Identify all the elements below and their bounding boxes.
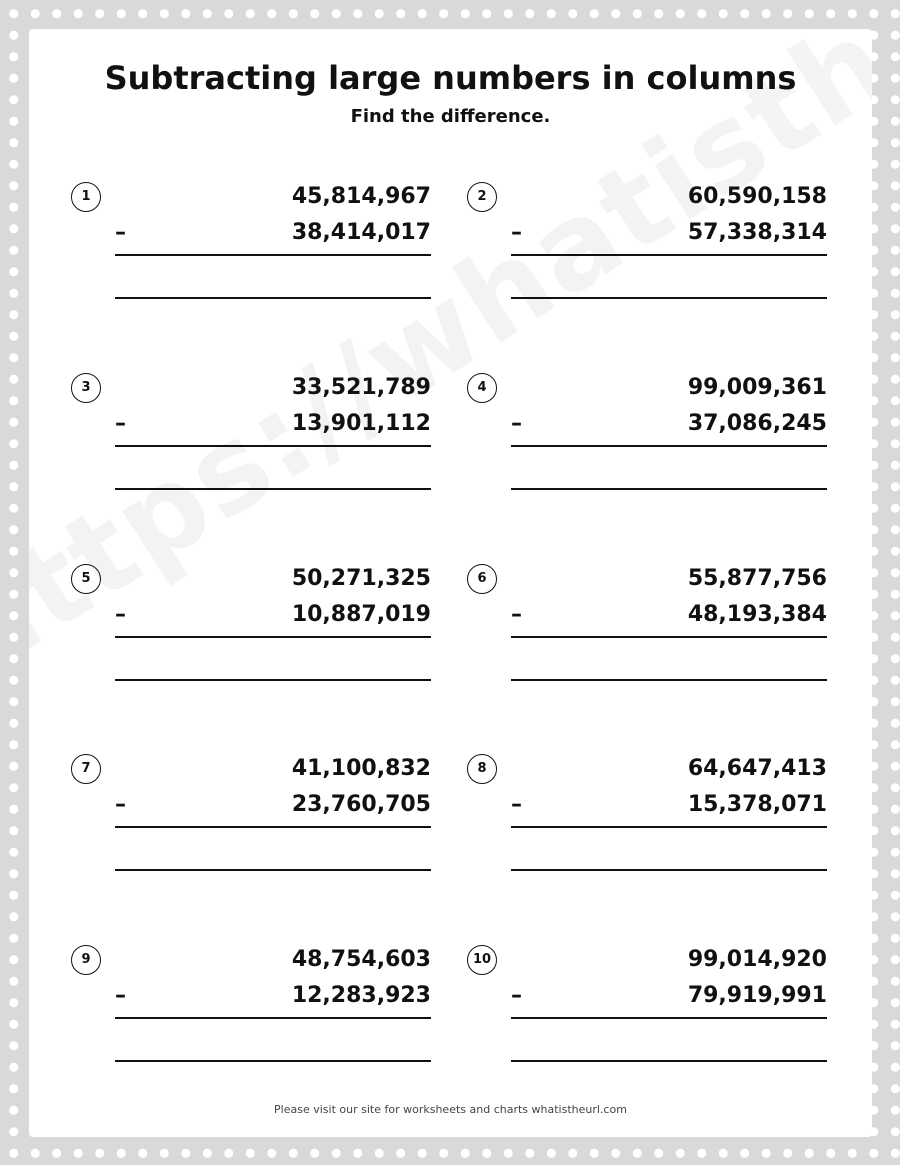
problem-number-badge: 7 (71, 754, 101, 784)
answer-line[interactable] (115, 1060, 431, 1062)
underline (511, 826, 827, 828)
page-subtitle: Find the difference. (350, 106, 551, 127)
underline (511, 636, 827, 638)
subtrahend: 23,760,705 (291, 792, 431, 817)
problem-number-badge: 10 (467, 945, 497, 975)
problem-2 (467, 182, 827, 302)
problem-6 (467, 564, 827, 684)
minuend: 50,271,325 (291, 566, 431, 591)
answer-line[interactable] (511, 869, 827, 871)
minuend: 99,014,920 (687, 947, 827, 972)
problem-number-badge: 4 (467, 373, 497, 403)
underline (511, 254, 827, 256)
subtrahend: 57,338,314 (687, 220, 827, 245)
problem-3 (71, 373, 431, 493)
underline (511, 1017, 827, 1019)
minus-sign: – (511, 411, 522, 436)
subtrahend: 79,919,991 (687, 983, 827, 1008)
worksheet (29, 29, 872, 1137)
minus-sign: – (511, 792, 522, 817)
subtrahend: 38,414,017 (291, 220, 431, 245)
minuend: 45,814,967 (291, 184, 431, 209)
subtrahend: 37,086,245 (687, 411, 827, 436)
minus-sign: – (115, 411, 126, 436)
problem-5 (71, 564, 431, 684)
underline (115, 254, 431, 256)
minus-sign: – (115, 602, 126, 627)
minus-sign: – (511, 983, 522, 1008)
minuend: 55,877,756 (687, 566, 827, 591)
answer-line[interactable] (511, 297, 827, 299)
answer-line[interactable] (511, 679, 827, 681)
subtrahend: 10,887,019 (291, 602, 431, 627)
underline (115, 826, 431, 828)
problem-4 (467, 373, 827, 493)
problem-9 (71, 945, 431, 1065)
minus-sign: – (115, 220, 126, 245)
answer-line[interactable] (115, 297, 431, 299)
minuend: 48,754,603 (291, 947, 431, 972)
subtrahend: 15,378,071 (687, 792, 827, 817)
minus-sign: – (511, 220, 522, 245)
minuend: 41,100,832 (291, 756, 431, 781)
problem-number-badge: 5 (71, 564, 101, 594)
minuend: 99,009,361 (687, 375, 827, 400)
answer-line[interactable] (511, 1060, 827, 1062)
problem-number-badge: 1 (71, 182, 101, 212)
problem-number-badge: 3 (71, 373, 101, 403)
problem-number-badge: 6 (467, 564, 497, 594)
page-title: Subtracting large numbers in columns (104, 59, 797, 97)
underline (115, 1017, 431, 1019)
underline (115, 445, 431, 447)
minuend: 64,647,413 (687, 756, 827, 781)
footer-note: Please visit our site for worksheets and charts whatistheurl.com (274, 1103, 627, 1116)
answer-line[interactable] (115, 869, 431, 871)
minuend: 60,590,158 (687, 184, 827, 209)
subtrahend: 13,901,112 (291, 411, 431, 436)
problem-number-badge: 2 (467, 182, 497, 212)
problem-number-badge: 8 (467, 754, 497, 784)
subtrahend: 12,283,923 (291, 983, 431, 1008)
underline (511, 445, 827, 447)
problem-7 (71, 754, 431, 874)
minuend: 33,521,789 (291, 375, 431, 400)
answer-line[interactable] (115, 679, 431, 681)
problem-number-badge: 9 (71, 945, 101, 975)
subtrahend: 48,193,384 (687, 602, 827, 627)
minus-sign: – (511, 602, 522, 627)
problem-10 (467, 945, 827, 1065)
minus-sign: – (115, 792, 126, 817)
problem-1 (71, 182, 431, 302)
underline (115, 636, 431, 638)
minus-sign: – (115, 983, 126, 1008)
answer-line[interactable] (511, 488, 827, 490)
answer-line[interactable] (115, 488, 431, 490)
problem-8 (467, 754, 827, 874)
